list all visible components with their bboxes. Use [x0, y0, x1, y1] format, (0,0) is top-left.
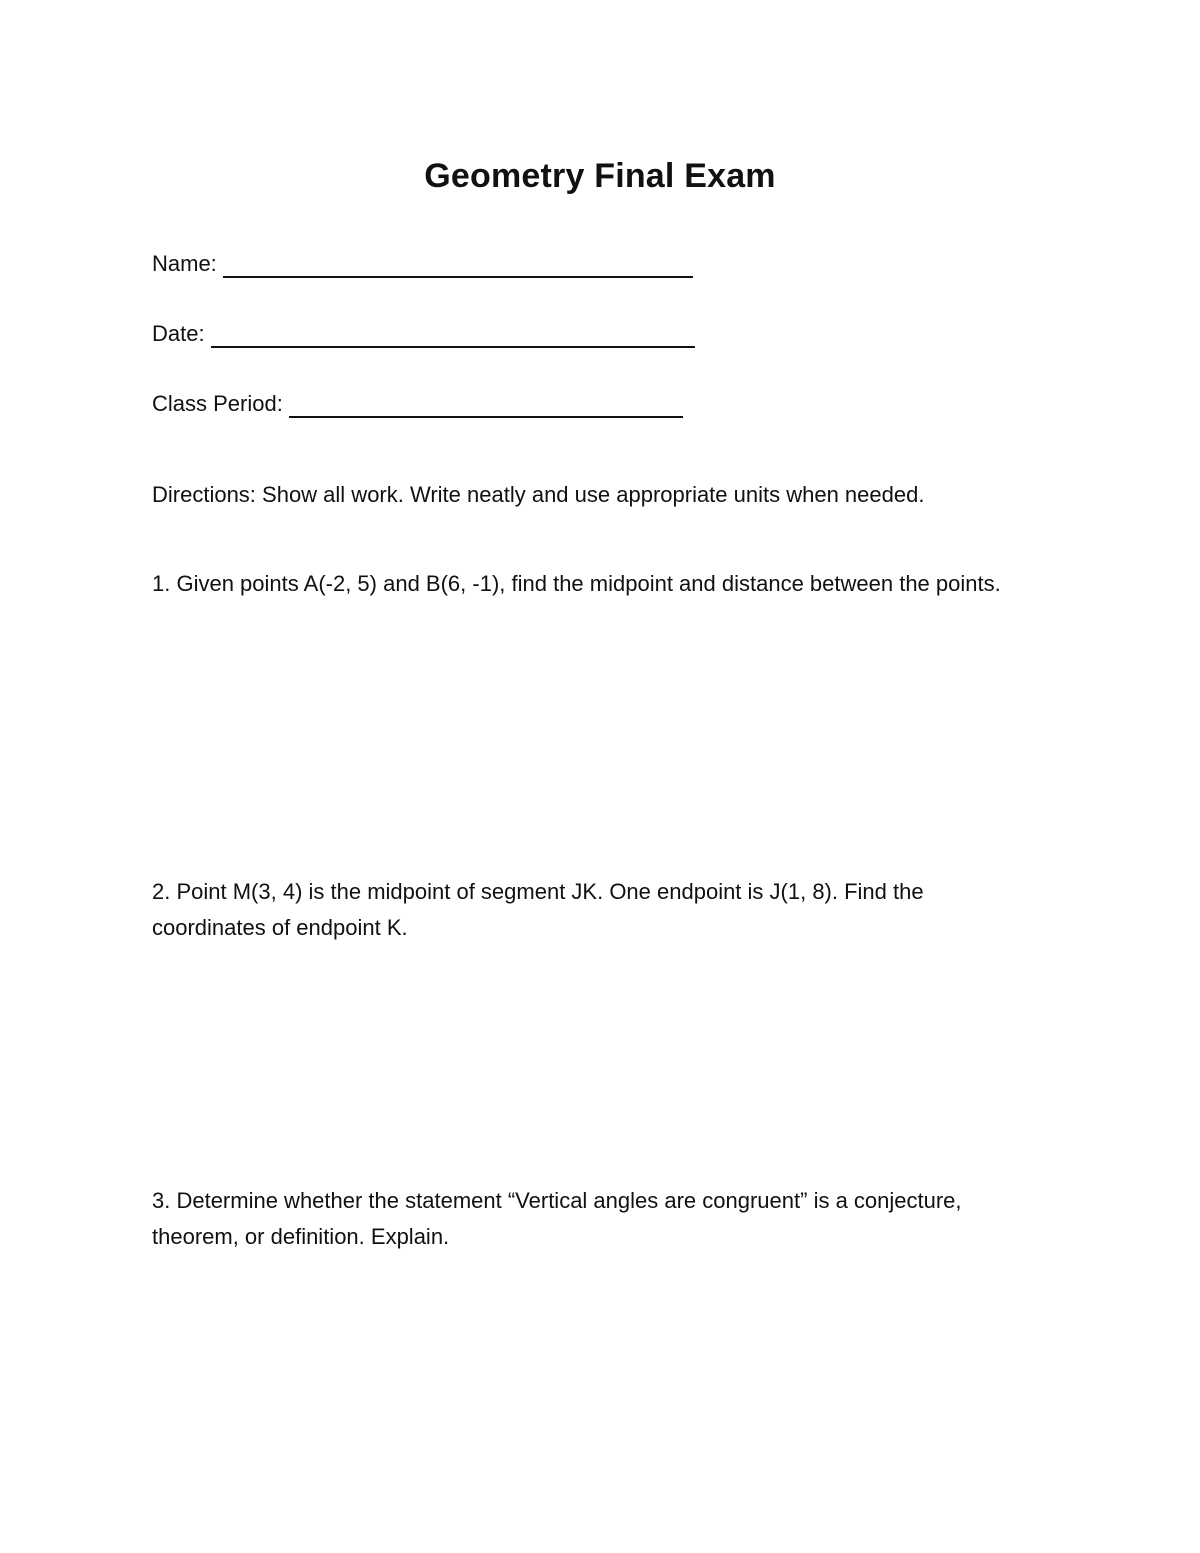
class-period-blank-line[interactable] [289, 394, 683, 418]
page-title: Geometry Final Exam [424, 157, 776, 195]
name-field [152, 250, 693, 278]
name-blank-line[interactable] [223, 254, 693, 278]
date-field [152, 320, 695, 348]
class-period-label: Class Period: [152, 391, 283, 416]
date-label: Date: [152, 321, 205, 346]
question-1: 1. Given points A(-2, 5) and B(6, -1), find the midpoint and distance between the points. [152, 571, 1001, 596]
answer-space-2[interactable] [152, 948, 1042, 1178]
question-3: 3. Determine whether the statement “Vertical angles are congruent” is a conjecture, theorem, or definition. Explain. [152, 1188, 962, 1249]
date-blank-line[interactable] [211, 324, 695, 348]
answer-space-1[interactable] [152, 640, 1042, 860]
question-2: 2. Point M(3, 4) is the midpoint of segment JK. One endpoint is J(1, 8). Find the coordinates of endpoint K. [152, 879, 924, 940]
answer-space-3[interactable] [152, 1258, 1042, 1518]
name-label: Name: [152, 251, 217, 276]
class-period-field [152, 390, 683, 418]
directions-text: Directions: Show all work. Write neatly and use appropriate units when needed. [152, 482, 925, 507]
